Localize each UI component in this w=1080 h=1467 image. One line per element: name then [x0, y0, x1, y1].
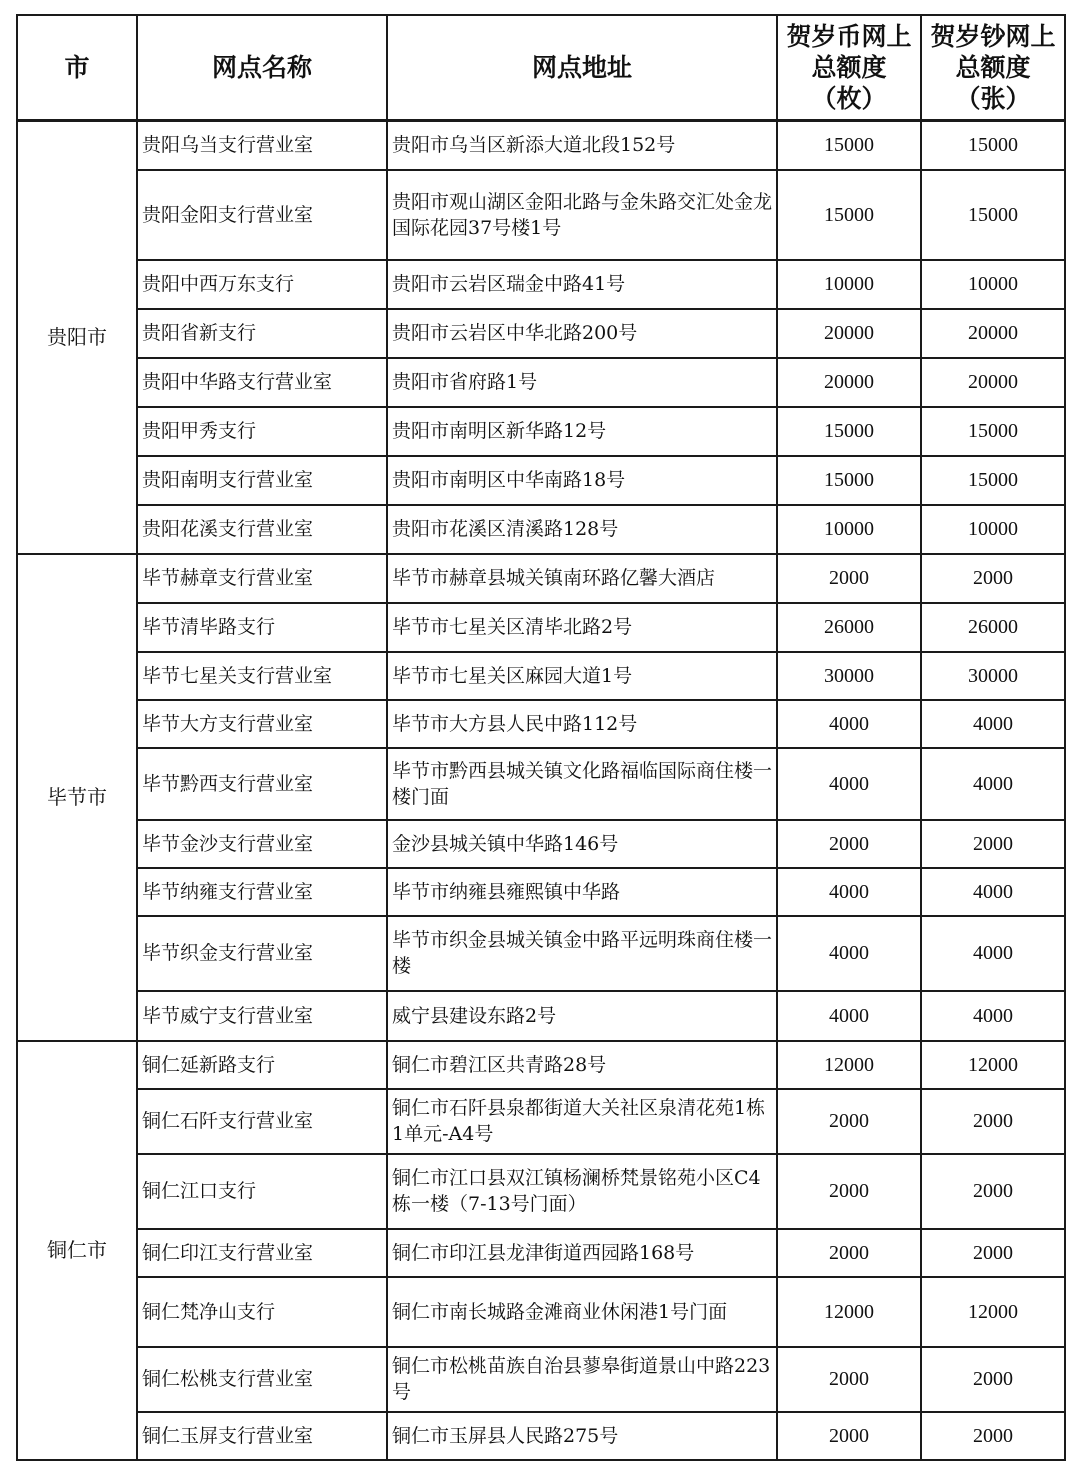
- header-note-quota: 贺岁钞网上总额度（张）: [921, 15, 1065, 121]
- table-row: [17, 358, 1065, 407]
- outlet-name-cell: 铜仁梵净山支行: [137, 1277, 387, 1347]
- coin-quota-cell: 15000: [777, 170, 921, 260]
- coin-quota-cell: 4000: [777, 991, 921, 1041]
- outlet-address-cell: 毕节市纳雍县雍熙镇中华路: [387, 868, 777, 916]
- note-quota-cell: 4000: [921, 868, 1065, 916]
- coin-quota-cell: 4000: [777, 700, 921, 748]
- note-quota-cell: 4000: [921, 916, 1065, 991]
- outlet-name-cell: 毕节清毕路支行: [137, 603, 387, 652]
- note-quota-cell: 15000: [921, 121, 1065, 170]
- header-outlet-address: 网点地址: [387, 15, 777, 121]
- outlet-quota-table: [16, 14, 1066, 1461]
- outlet-name-cell: 贵阳中西万东支行: [137, 260, 387, 309]
- outlet-address-cell: 铜仁市玉屏县人民路275号: [387, 1412, 777, 1460]
- outlet-address-cell: 贵阳市乌当区新添大道北段152号: [387, 121, 777, 170]
- coin-quota-cell: 2000: [777, 554, 921, 603]
- note-quota-cell: 15000: [921, 456, 1065, 505]
- coin-quota-cell: 10000: [777, 260, 921, 309]
- coin-quota-cell: 2000: [777, 1412, 921, 1460]
- outlet-address-cell: 铜仁市松桃苗族自治县蓼皋街道景山中路223号: [387, 1347, 777, 1412]
- table-row: [17, 991, 1065, 1041]
- coin-quota-cell: 12000: [777, 1277, 921, 1347]
- table-row: [17, 456, 1065, 505]
- table-row: [17, 748, 1065, 820]
- table-row: [17, 1229, 1065, 1277]
- coin-quota-cell: 10000: [777, 505, 921, 554]
- note-quota-cell: 2000: [921, 1412, 1065, 1460]
- table-row: [17, 260, 1065, 309]
- coin-quota-cell: 12000: [777, 1041, 921, 1089]
- table-row: [17, 1412, 1065, 1460]
- table-header: [17, 15, 1065, 121]
- note-quota-cell: 2000: [921, 820, 1065, 868]
- header-outlet-name: 网点名称: [137, 15, 387, 121]
- note-quota-cell: 2000: [921, 1229, 1065, 1277]
- table-row: [17, 700, 1065, 748]
- table-row: [17, 1089, 1065, 1154]
- outlet-address-cell: 贵阳市花溪区清溪路128号: [387, 505, 777, 554]
- outlet-address-cell: 铜仁市江口县双江镇杨澜桥梵景铭苑小区C4栋一楼（7-13号门面）: [387, 1154, 777, 1229]
- city-cell: 贵阳市: [17, 121, 137, 554]
- table-row: [17, 1041, 1065, 1089]
- outlet-name-cell: 铜仁松桃支行营业室: [137, 1347, 387, 1412]
- table-row: [17, 1347, 1065, 1412]
- note-quota-cell: 10000: [921, 260, 1065, 309]
- coin-quota-cell: 4000: [777, 868, 921, 916]
- outlet-address-cell: 贵阳市观山湖区金阳北路与金朱路交汇处金龙国际花园37号楼1号: [387, 170, 777, 260]
- outlet-address-cell: 威宁县建设东路2号: [387, 991, 777, 1041]
- note-quota-cell: 2000: [921, 1089, 1065, 1154]
- outlet-address-cell: 铜仁市碧江区共青路28号: [387, 1041, 777, 1089]
- outlet-name-cell: 毕节金沙支行营业室: [137, 820, 387, 868]
- coin-quota-cell: 2000: [777, 1347, 921, 1412]
- city-cell: 毕节市: [17, 554, 137, 1041]
- note-quota-cell: 15000: [921, 407, 1065, 456]
- note-quota-cell: 2000: [921, 554, 1065, 603]
- note-quota-cell: 30000: [921, 652, 1065, 700]
- coin-quota-cell: 15000: [777, 407, 921, 456]
- outlet-address-cell: 贵阳市云岩区中华北路200号: [387, 309, 777, 358]
- coin-quota-cell: 2000: [777, 820, 921, 868]
- table-row: [17, 868, 1065, 916]
- table-row: [17, 170, 1065, 260]
- note-quota-cell: 20000: [921, 358, 1065, 407]
- coin-quota-cell: 4000: [777, 748, 921, 820]
- outlet-name-cell: 毕节黔西支行营业室: [137, 748, 387, 820]
- outlet-address-cell: 贵阳市省府路1号: [387, 358, 777, 407]
- table-body: [17, 121, 1065, 1460]
- note-quota-cell: 4000: [921, 991, 1065, 1041]
- table-row: [17, 916, 1065, 991]
- note-quota-cell: 26000: [921, 603, 1065, 652]
- outlet-name-cell: 贵阳省新支行: [137, 309, 387, 358]
- outlet-address-cell: 金沙县城关镇中华路146号: [387, 820, 777, 868]
- note-quota-cell: 2000: [921, 1154, 1065, 1229]
- outlet-address-cell: 贵阳市南明区新华路12号: [387, 407, 777, 456]
- outlet-name-cell: 贵阳乌当支行营业室: [137, 121, 387, 170]
- outlet-name-cell: 铜仁玉屏支行营业室: [137, 1412, 387, 1460]
- table-row: [17, 554, 1065, 603]
- coin-quota-cell: 30000: [777, 652, 921, 700]
- coin-quota-cell: 20000: [777, 309, 921, 358]
- outlet-name-cell: 毕节赫章支行营业室: [137, 554, 387, 603]
- outlet-address-cell: 铜仁市石阡县泉都街道大关社区泉清花苑1栋1单元-A4号: [387, 1089, 777, 1154]
- outlet-name-cell: 贵阳花溪支行营业室: [137, 505, 387, 554]
- coin-quota-cell: 15000: [777, 456, 921, 505]
- outlet-name-cell: 铜仁石阡支行营业室: [137, 1089, 387, 1154]
- note-quota-cell: 4000: [921, 748, 1065, 820]
- outlet-name-cell: 毕节织金支行营业室: [137, 916, 387, 991]
- coin-quota-cell: 2000: [777, 1229, 921, 1277]
- note-quota-cell: 12000: [921, 1277, 1065, 1347]
- coin-quota-cell: 15000: [777, 121, 921, 170]
- outlet-address-cell: 贵阳市南明区中华南路18号: [387, 456, 777, 505]
- note-quota-cell: 2000: [921, 1347, 1065, 1412]
- table-row: [17, 1277, 1065, 1347]
- table-row: [17, 652, 1065, 700]
- table-row: [17, 121, 1065, 170]
- table-row: [17, 820, 1065, 868]
- outlet-name-cell: 毕节纳雍支行营业室: [137, 868, 387, 916]
- outlet-address-cell: 毕节市黔西县城关镇文化路福临国际商住楼一楼门面: [387, 748, 777, 820]
- outlet-name-cell: 毕节威宁支行营业室: [137, 991, 387, 1041]
- coin-quota-cell: 20000: [777, 358, 921, 407]
- outlet-address-cell: 贵阳市云岩区瑞金中路41号: [387, 260, 777, 309]
- outlet-name-cell: 铜仁江口支行: [137, 1154, 387, 1229]
- city-cell: 铜仁市: [17, 1041, 137, 1460]
- table-row: [17, 505, 1065, 554]
- outlet-address-cell: 毕节市七星关区麻园大道1号: [387, 652, 777, 700]
- outlet-name-cell: 毕节七星关支行营业室: [137, 652, 387, 700]
- header-row: [17, 15, 1065, 121]
- note-quota-cell: 4000: [921, 700, 1065, 748]
- outlet-address-cell: 毕节市织金县城关镇金中路平远明珠商住楼一楼: [387, 916, 777, 991]
- note-quota-cell: 20000: [921, 309, 1065, 358]
- outlet-name-cell: 毕节大方支行营业室: [137, 700, 387, 748]
- outlet-address-cell: 铜仁市南长城路金滩商业休闲港1号门面: [387, 1277, 777, 1347]
- outlet-name-cell: 贵阳中华路支行营业室: [137, 358, 387, 407]
- table-row: [17, 1154, 1065, 1229]
- table-row: [17, 309, 1065, 358]
- header-city: 市: [17, 15, 137, 121]
- outlet-name-cell: 贵阳甲秀支行: [137, 407, 387, 456]
- coin-quota-cell: 4000: [777, 916, 921, 991]
- outlet-address-cell: 铜仁市印江县龙津街道西园路168号: [387, 1229, 777, 1277]
- outlet-name-cell: 贵阳南明支行营业室: [137, 456, 387, 505]
- header-coin-quota: 贺岁币网上总额度（枚）: [777, 15, 921, 121]
- outlet-name-cell: 铜仁印江支行营业室: [137, 1229, 387, 1277]
- outlet-address-cell: 毕节市大方县人民中路112号: [387, 700, 777, 748]
- table-row: [17, 407, 1065, 456]
- coin-quota-cell: 26000: [777, 603, 921, 652]
- note-quota-cell: 10000: [921, 505, 1065, 554]
- coin-quota-cell: 2000: [777, 1154, 921, 1229]
- coin-quota-cell: 2000: [777, 1089, 921, 1154]
- note-quota-cell: 12000: [921, 1041, 1065, 1089]
- table-row: [17, 603, 1065, 652]
- outlet-address-cell: 毕节市赫章县城关镇南环路亿馨大酒店: [387, 554, 777, 603]
- outlet-address-cell: 毕节市七星关区清毕北路2号: [387, 603, 777, 652]
- outlet-name-cell: 贵阳金阳支行营业室: [137, 170, 387, 260]
- outlet-name-cell: 铜仁延新路支行: [137, 1041, 387, 1089]
- note-quota-cell: 15000: [921, 170, 1065, 260]
